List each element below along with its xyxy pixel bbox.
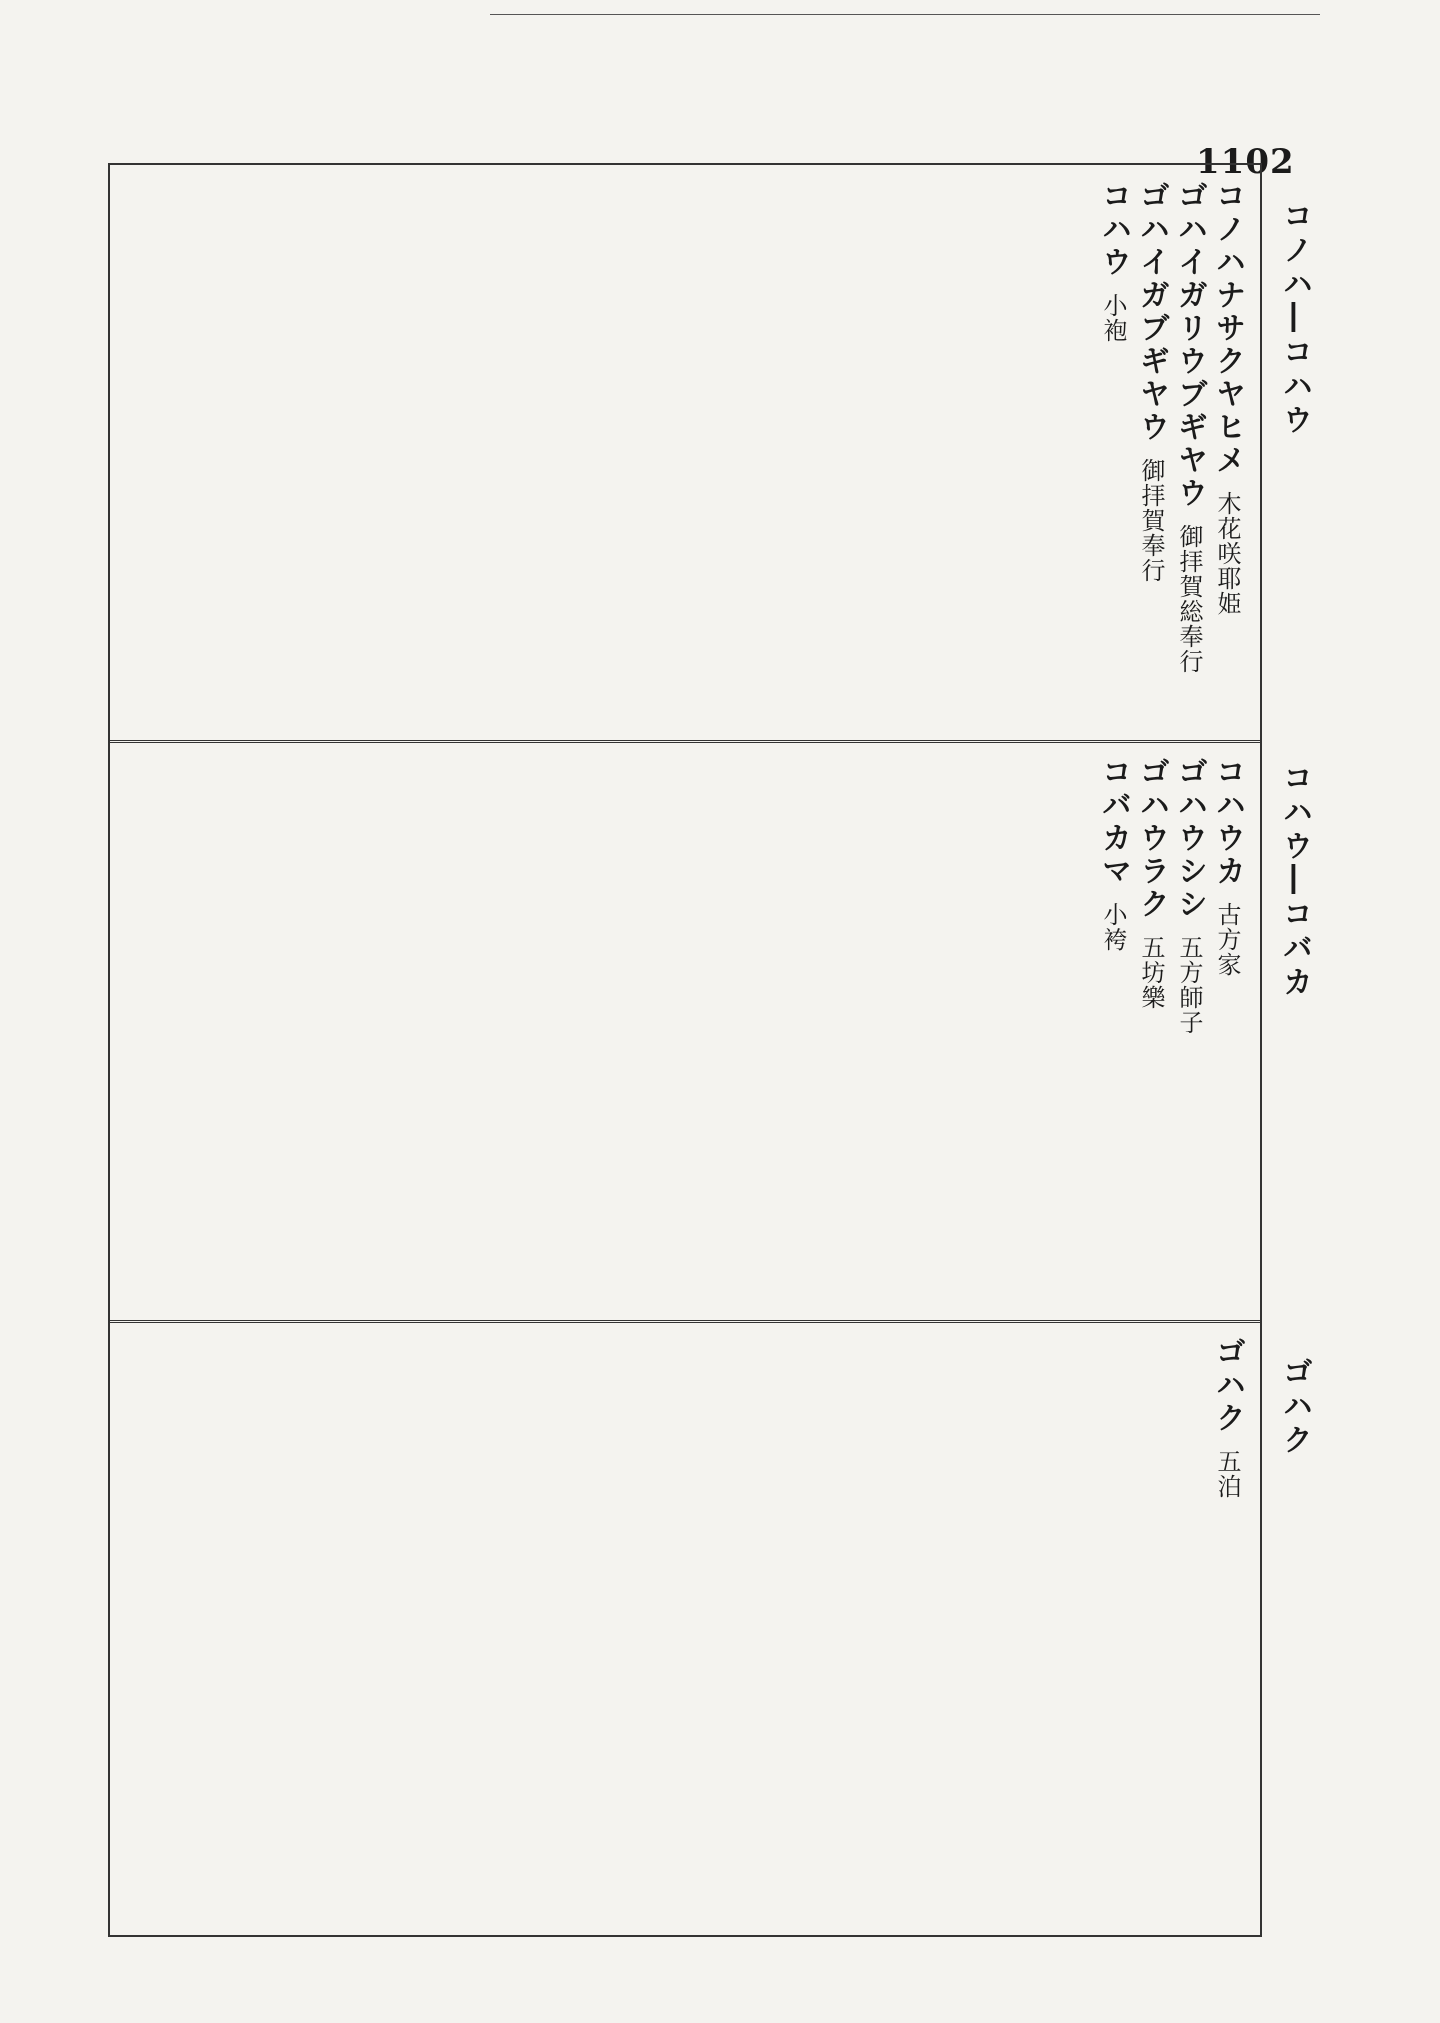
entry-kanji: 古方家 (1213, 902, 1241, 977)
text-band-top (122, 180, 1246, 730)
top-rule (490, 14, 1320, 15)
text-band-middle (122, 756, 1246, 1308)
entry-headword: ゴハイガブギヤウ (1134, 180, 1169, 444)
entry-kanji: 御拝賀奉行 (1137, 458, 1165, 583)
section-divider (108, 740, 1260, 743)
entry-kanji: 小袴 (1099, 902, 1127, 952)
dictionary-entry (1172, 756, 1207, 1045)
entry-kanji: 五坊樂 (1137, 935, 1165, 1010)
dictionary-entry (1210, 756, 1245, 987)
text-band-bottom (122, 1336, 1246, 1916)
dictionary-entry (1134, 756, 1169, 1020)
running-head-1: コノハ―コハウ (1277, 200, 1312, 438)
entry-headword: コハウカ (1210, 756, 1245, 888)
dictionary-entry (1210, 1336, 1245, 1509)
dictionary-entry (1210, 180, 1245, 626)
entry-headword: ゴハイガリウブギヤウ (1172, 180, 1207, 510)
page-number: 1102 (1196, 142, 1295, 182)
dictionary-entry (1172, 180, 1207, 684)
entry-kanji: 木花咲耶姫 (1213, 491, 1241, 616)
entry-headword: コハウ (1096, 180, 1131, 279)
entry-kanji: 五方師子 (1175, 935, 1203, 1035)
entry-headword: ゴハク (1210, 1336, 1245, 1435)
entry-kanji: 五泊 (1213, 1449, 1241, 1499)
section-divider (108, 1320, 1260, 1323)
entry-kanji: 御拝賀総奉行 (1175, 524, 1203, 674)
entry-headword: コノハナサクヤヒメ (1210, 180, 1245, 477)
dictionary-entry (1096, 756, 1131, 962)
running-head-2: コハウ―コバカ (1277, 762, 1312, 1000)
dictionary-entry (1096, 180, 1131, 353)
entry-headword: ゴハウラク (1134, 756, 1169, 921)
entry-headword: コバカマ (1096, 756, 1131, 888)
running-head-3: ゴハク (1277, 1356, 1312, 1458)
entry-headword: ゴハウシシ (1172, 756, 1207, 921)
entry-kanji: 小袍 (1099, 293, 1127, 343)
dictionary-entry (1134, 180, 1169, 593)
